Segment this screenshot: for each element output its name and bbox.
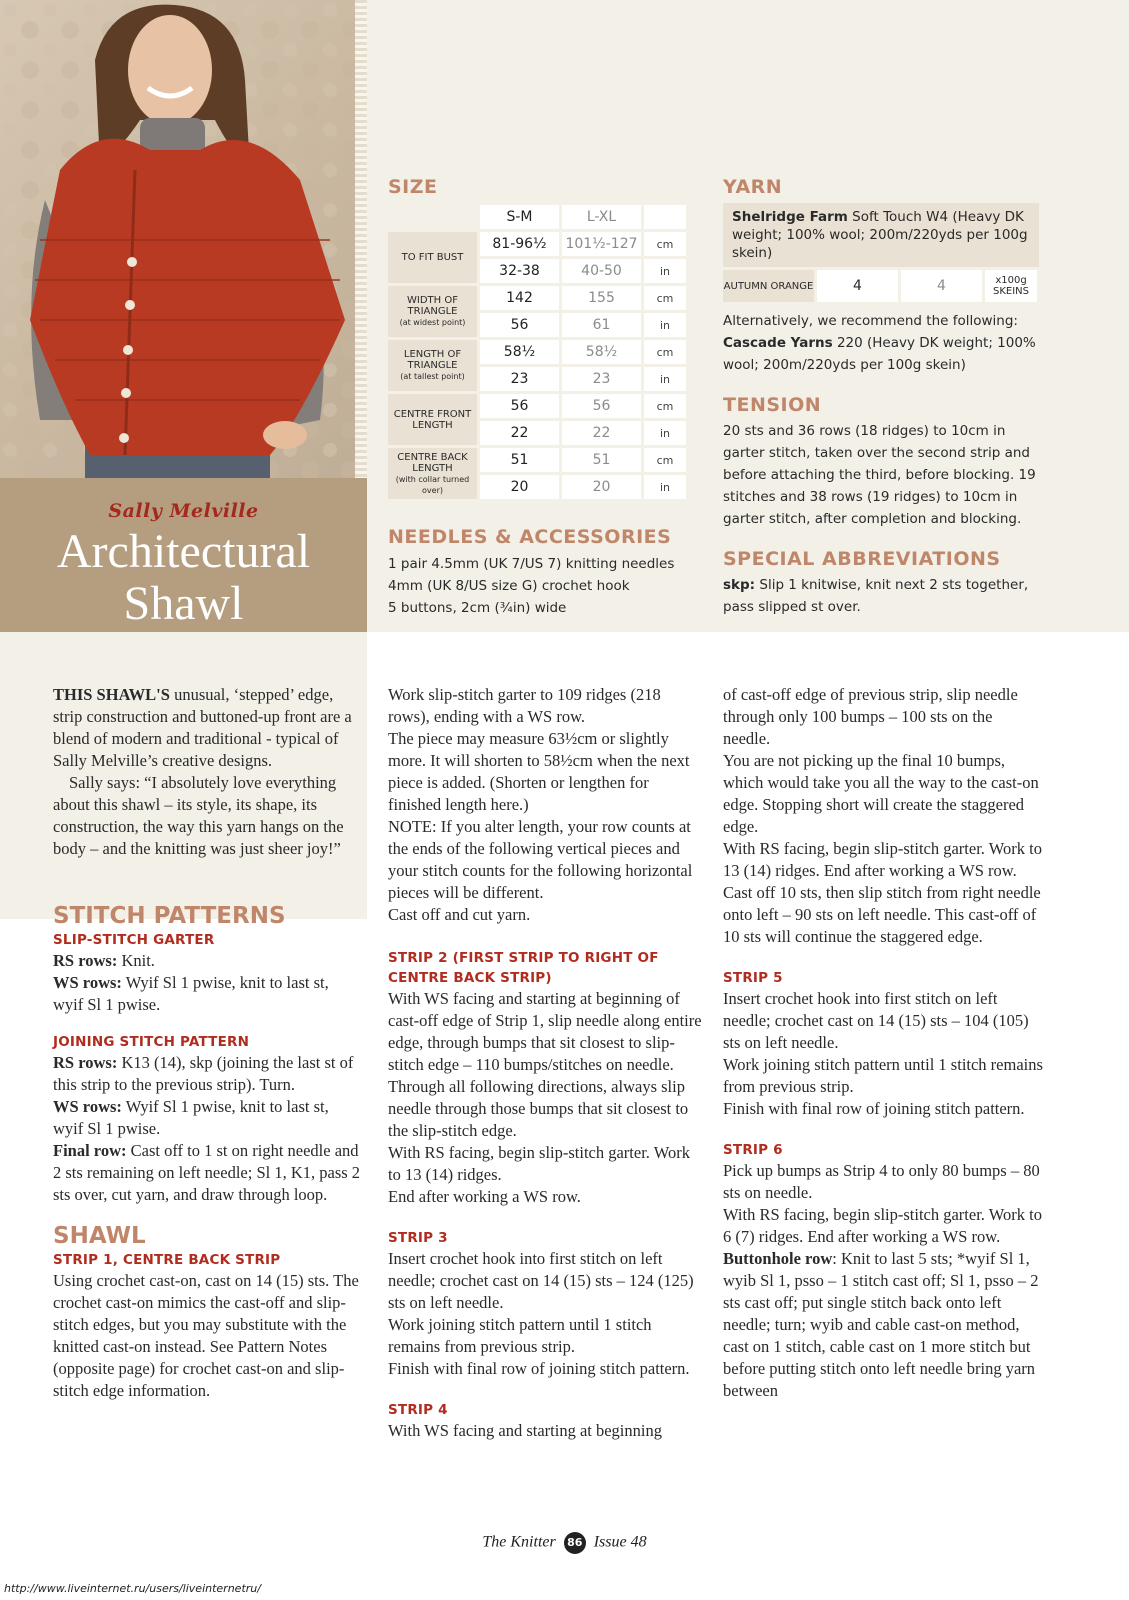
yarn-alternative: Alternatively, we recommend the following: Cascade Yarns 220 (Heavy DK weight; 100% wool; 200m/220yds per 100g skein) xyxy=(723,313,1036,373)
size-unit: cm xyxy=(644,448,686,472)
size-unit: cm xyxy=(644,340,686,364)
size-header-row xyxy=(388,205,686,229)
size-cell: 56 xyxy=(562,394,641,418)
size-row xyxy=(388,232,686,256)
size-cell: 23 xyxy=(480,367,559,391)
shawl-heading: SHAWL xyxy=(53,1223,146,1249)
instruction: End after working a WS row. xyxy=(388,1187,581,1206)
size-cell: 58½ xyxy=(480,340,559,364)
size-unit: in xyxy=(644,313,686,337)
size-table xyxy=(385,202,689,502)
size-cell: 155 xyxy=(562,286,641,310)
stitch-patterns-heading: STITCH PATTERNS xyxy=(53,903,286,929)
instruction: With WS facing and starting at beginning of cast-off edge of Strip 1, slip needle along entire edge, through bumps that sit closest to slip-stitch edge – 110 bumps/stitches on needle. xyxy=(388,989,702,1074)
size-row-label: TO FIT BUST xyxy=(388,232,477,283)
size-cell: 81-96½ xyxy=(480,232,559,256)
strip-3-heading: STRIP 3 xyxy=(388,1230,448,1246)
column-1 xyxy=(53,684,363,1402)
instruction: Finish with final row of joining stitch pattern. xyxy=(388,1359,690,1378)
size-cell: 61 xyxy=(562,313,641,337)
instruction: With RS facing, begin slip-stitch garter. Work to 13 (14) ridges. xyxy=(388,1143,690,1184)
instruction: RS rows: K13 (14), skp (joining the last st of this strip to the previous strip). Turn. xyxy=(53,1053,354,1094)
instruction: With RS facing, begin slip-stitch garter. Work to 13 (14) ridges. End after working a WS row. xyxy=(723,839,1042,880)
size-cell: 22 xyxy=(480,421,559,445)
size-row xyxy=(388,448,686,472)
size-cell: 20 xyxy=(562,475,641,499)
needles-section xyxy=(388,526,708,619)
column-3 xyxy=(723,684,1043,1402)
page-number: 86 xyxy=(564,1532,586,1554)
yarn-shade: AUTUMN ORANGE xyxy=(723,270,814,302)
yarn-description xyxy=(723,203,1039,267)
size-corner xyxy=(388,205,477,229)
title-box xyxy=(0,478,367,632)
size-cell: 40-50 xyxy=(562,259,641,283)
size-cell: 51 xyxy=(480,448,559,472)
size-cell: 51 xyxy=(562,448,641,472)
strip-4-heading: STRIP 4 xyxy=(388,1402,448,1418)
size-heading: SIZE xyxy=(388,176,438,198)
size-row-label: CENTRE FRONT LENGTH xyxy=(388,394,477,445)
yarn-detail: Soft Touch W4 (Heavy DK weight; 100% wool; 200m/220yds per 100g skein) xyxy=(732,209,1028,261)
size-cell: 32-38 xyxy=(480,259,559,283)
yarn-brand: Shelridge Farm xyxy=(732,209,848,225)
instruction: With WS facing and starting at beginning xyxy=(388,1421,662,1440)
strip-5-heading: STRIP 5 xyxy=(723,970,783,986)
size-row-label: CENTRE BACK LENGTH (with collar turned over) xyxy=(388,448,477,499)
instruction: Insert crochet hook into first stitch on left needle; crochet cast on 14 (15) sts – 104 (105) sts on left needle. xyxy=(723,989,1029,1052)
intro-paragraph: THIS SHAWL'S unusual, ‘stepped’ edge, strip construction and buttoned-up front are a blend of modern and traditional - typical of Sally Melville’s creative designs. xyxy=(53,685,352,770)
size-cell: 56 xyxy=(480,394,559,418)
needles-line: 1 pair 4.5mm (UK 7/US 7) knitting needles xyxy=(388,556,675,572)
size-unit: cm xyxy=(644,232,686,256)
instruction: of cast-off edge of previous strip, slip needle through only 100 bumps – 100 sts on the needle. xyxy=(723,685,1018,748)
size-section xyxy=(388,176,693,502)
instruction: Finish with final row of joining stitch pattern. xyxy=(723,1099,1025,1118)
yarn-qty-lxl: 4 xyxy=(901,270,982,302)
yarn-shade-row xyxy=(723,270,1039,302)
instruction: Cast off 10 sts, then slip stitch from right needle onto left – 90 sts on left needle. This cast-off of 10 sts will continue the staggered edge. xyxy=(723,883,1041,946)
size-cell: 101½-127 xyxy=(562,232,641,256)
magazine-name: The Knitter xyxy=(482,1533,556,1551)
instruction: Pick up bumps as Strip 4 to only 80 bumps – 80 sts on needle. xyxy=(723,1161,1040,1202)
needles-line: 4mm (UK 8/US size G) crochet hook xyxy=(388,578,630,594)
instruction: With RS facing, begin slip-stitch garter. Work to 6 (7) ridges. End after working a WS row. xyxy=(723,1205,1042,1246)
instruction: The piece may measure 63½cm or slightly more. It will shorten to 58½cm when the next piece is added. (Shorten or lengthen for finished length here.) xyxy=(388,729,690,814)
instruction: You are not picking up the final 10 bumps, which would take you all the way to the cast-on edge. Stopping short will create the staggered edge. xyxy=(723,751,1039,836)
size-unit: cm xyxy=(644,286,686,310)
abbreviations-heading: SPECIAL ABBREVIATIONS xyxy=(723,548,1001,570)
instruction: Final row: Cast off to 1 st on right needle and 2 sts remaining on left needle; Sl 1, K1, pass 2 sts over, cut yarn, and draw through loop. xyxy=(53,1141,361,1204)
column-2 xyxy=(388,684,703,1442)
size-unit: cm xyxy=(644,394,686,418)
size-unit: in xyxy=(644,259,686,283)
size-unit: in xyxy=(644,475,686,499)
size-cell: 142 xyxy=(480,286,559,310)
issue-number: Issue 48 xyxy=(593,1533,647,1551)
instruction: WS rows: Wyif Sl 1 pwise, knit to last st, wyif Sl 1 pwise. xyxy=(53,1097,329,1138)
instruction: Cast off and cut yarn. xyxy=(388,905,531,924)
abbreviations-text: skp: Slip 1 knitwise, knit next 2 sts together, pass slipped st over. xyxy=(723,577,1029,615)
size-row xyxy=(388,286,686,310)
title-line-2: Shawl xyxy=(123,577,244,630)
title-line-1: Architectural xyxy=(56,525,311,578)
size-row xyxy=(388,394,686,418)
size-row-label: LENGTH OF TRIANGLE (at tallest point) xyxy=(388,340,477,391)
pattern-title xyxy=(0,526,367,630)
size-cell: 23 xyxy=(562,367,641,391)
yarn-unit: x100g SKEINS xyxy=(985,270,1037,302)
strip-1-heading: STRIP 1, CENTRE BACK STRIP xyxy=(53,1252,281,1268)
instruction: Work slip-stitch garter to 109 ridges (218 rows), ending with a WS row. xyxy=(388,685,661,726)
page-footer xyxy=(0,1532,1129,1554)
size-col-sm: S-M xyxy=(480,205,559,229)
tension-heading: TENSION xyxy=(723,394,822,416)
size-row-label: WIDTH OF TRIANGLE (at widest point) xyxy=(388,286,477,337)
instruction: Work joining stitch pattern until 1 stitch remains from previous strip. xyxy=(723,1055,1043,1096)
instruction: WS rows: Wyif Sl 1 pwise, knit to last st, wyif Sl 1 pwise. xyxy=(53,973,329,1014)
source-url: http://www.liveinternet.ru/users/liveinternetru/ xyxy=(4,1582,261,1595)
yarn-qty-sm: 4 xyxy=(817,270,898,302)
model-illustration xyxy=(0,0,367,478)
size-cell: 22 xyxy=(562,421,641,445)
size-row xyxy=(388,340,686,364)
size-col-lxl: L-XL xyxy=(562,205,641,229)
yarn-section xyxy=(723,176,1039,618)
instruction: NOTE: If you alter length, your row counts at the ends of the following vertical pieces and your stitch counts for the following horizontal pieces will be different. xyxy=(388,817,693,902)
needles-line: 5 buttons, 2cm (¾in) wide xyxy=(388,600,567,616)
size-cell: 56 xyxy=(480,313,559,337)
designer-name: Sally Melville xyxy=(108,500,259,522)
slip-stitch-garter-heading: SLIP-STITCH GARTER xyxy=(53,932,215,948)
instruction: RS rows: Knit. xyxy=(53,951,155,970)
needles-heading: NEEDLES & ACCESSORIES xyxy=(388,526,672,548)
instruction: Buttonhole row: Knit to last 5 sts; *wyif Sl 1, wyib Sl 1, psso – 1 stitch cast off; Sl 1, psso – 2 sts cast off; put single stitch back onto left needle; turn; wyib and cable cast-on method, cast on 1 stitch, cable cast on 1 more stitch but before putting stitch onto left needle bring yarn between xyxy=(723,1249,1039,1400)
size-unit: in xyxy=(644,421,686,445)
intro-quote: Sally says: “I absolutely love everything about this shawl – its style, its shape, its construction, the way this yarn hangs on the body – and the knitting was just sheer joy!” xyxy=(53,773,344,858)
size-col-unit xyxy=(644,205,686,229)
size-unit: in xyxy=(644,367,686,391)
instruction: Using crochet cast-on, cast on 14 (15) sts. The crochet cast-on mimics the cast-off and slip-stitch edges, but you may substitute with the knitted cast-on instead. See Pattern Notes (opposite page) for crochet cast-on and slip-stitch edge information. xyxy=(53,1271,359,1400)
yarn-heading: YARN xyxy=(723,176,783,198)
instruction: Insert crochet hook into first stitch on left needle; crochet cast on 14 (15) sts – 124 (125) sts on left needle. xyxy=(388,1249,694,1312)
instruction: Work joining stitch pattern until 1 stitch remains from previous strip. xyxy=(388,1315,652,1356)
model-photo xyxy=(0,0,367,478)
instruction: Through all following directions, always slip needle through those bumps that sit closest to the slip-stitch edge. xyxy=(388,1077,689,1140)
joining-stitch-heading: JOINING STITCH PATTERN xyxy=(53,1034,250,1050)
size-cell: 20 xyxy=(480,475,559,499)
tension-text: 20 sts and 36 rows (18 ridges) to 10cm in garter stitch, taken over the second strip and before attaching the third, before blocking. 19 stitches and 38 rows (19 ridges) to 10cm in garter stitch, after completion and blocking. xyxy=(723,423,1036,527)
strip-2-heading: STRIP 2 (FIRST STRIP TO RIGHT OF CENTRE BACK STRIP) xyxy=(388,950,659,986)
size-cell: 58½ xyxy=(562,340,641,364)
strip-6-heading: STRIP 6 xyxy=(723,1142,783,1158)
